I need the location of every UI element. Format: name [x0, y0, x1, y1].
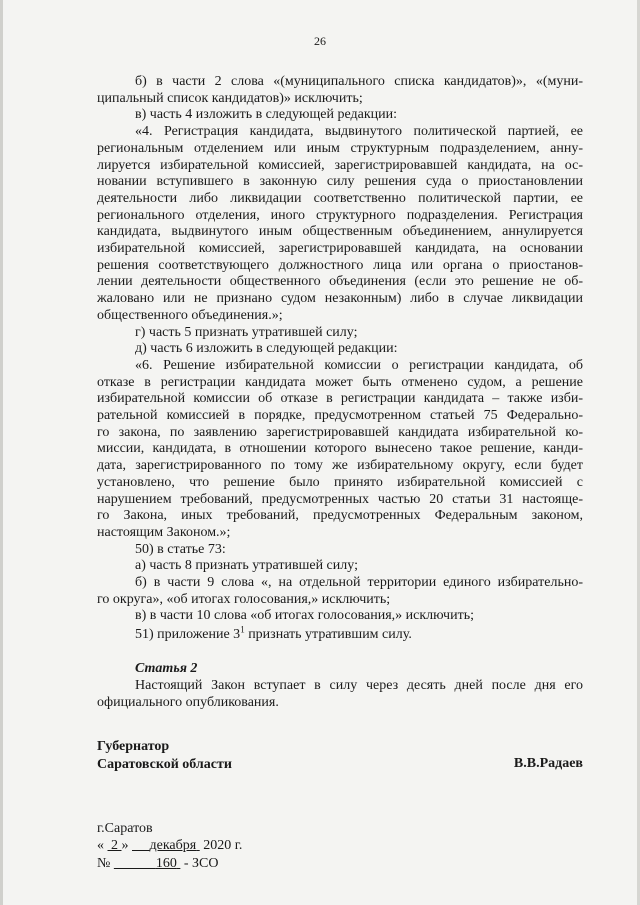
- text-line: деятельности либо ликвидации соответственно политической партии, ее: [97, 190, 583, 206]
- text-line: решения соответствующего должностного лица или органа о приостанов-: [97, 257, 583, 273]
- signature-name: В.В.Радаев: [513, 756, 583, 771]
- scan-edge-left: [0, 0, 3, 905]
- text-line: д) часть 6 изложить в следующей редакции:: [135, 341, 398, 357]
- date-close-quote: »: [121, 838, 129, 853]
- item-51-text-end: признать утратившим силу.: [244, 627, 412, 642]
- text-line: регионального отделения, иного структурного подразделения. Регистрация: [97, 207, 583, 223]
- signature-title-line: Саратовской области: [97, 757, 232, 772]
- city: г.Саратов: [97, 821, 153, 836]
- date-month: [132, 838, 200, 853]
- text-line: 50) в статье 73:: [135, 541, 226, 557]
- date-month-value: декабря: [149, 838, 197, 853]
- text-line: рательной комиссией в порядке, предусмотренном статьей 75 Федерально-: [97, 408, 583, 423]
- text-line: в) в части 10 слова «об итогах голосования,» исключить;: [135, 608, 474, 624]
- text-line: б) в части 9 слова «, на отдельной территории единого избирательно-: [135, 575, 583, 590]
- text-line: «4. Регистрация кандидата, выдвинутого политической партией, ее: [135, 124, 583, 140]
- number-field: [114, 856, 181, 871]
- text-line: отказе в регистрации кандидата может быть отменено судом, а решение: [97, 374, 583, 390]
- text-line: го округа», «об итогах голосования,» исключить;: [97, 591, 391, 607]
- text-line: ципальный список кандидатов)» исключить;: [97, 90, 363, 106]
- text-line: г) часть 5 признать утратившей силу;: [135, 324, 358, 340]
- text-line: б) в части 2 слова «(муниципального списка кандидатов)», «(муни-: [135, 74, 583, 89]
- date-open-quote: «: [97, 838, 104, 853]
- law-number: [97, 855, 218, 873]
- text-line: го Закона, иных требований, предусмотренных Федеральным законом,: [97, 508, 583, 524]
- article-text-line: официального опубликования.: [97, 695, 279, 710]
- article-title: Статья 2: [135, 661, 198, 676]
- text-line: нарушением требований, предусмотренных частью 20 статьи 31 настояще-: [97, 491, 583, 507]
- text-line: установлено, что решение было принято избирательной комиссией с: [97, 474, 583, 490]
- text-line: новании вступившего в законную силу решения суда о приостановлении: [97, 174, 583, 190]
- date-day: [108, 838, 122, 853]
- text-line: избирательной комиссии об отказе в регистрации кандидата – также изби-: [97, 391, 583, 407]
- text-line: жаловано или не признано судом незаконным) либо в случае ликвидации: [97, 291, 583, 307]
- date-day-value: 2: [111, 838, 118, 853]
- text-line: дата, зарегистрированного по тому же избирательному округу, если будет: [97, 458, 583, 474]
- text-line: лируется избирательной комиссией, зарегистрировавшей кандидата, на ос-: [97, 157, 583, 173]
- signing-date: [97, 837, 242, 855]
- text-line: настоящим Законом.»;: [97, 524, 231, 540]
- text-line: го закона, по заявлению зарегистрировавшей кандидата избирательной ко-: [97, 424, 583, 440]
- number-value: 160: [155, 856, 177, 871]
- text-line: а) часть 8 признать утратившей силу;: [135, 558, 358, 574]
- item-51-superscript: 1: [240, 624, 245, 635]
- text-line: избирательной комиссией, зарегистрировавшей кандидата, на основании: [97, 241, 583, 256]
- item-51-text: 51) приложение 3: [135, 627, 241, 642]
- text-line: лении деятельности общественного объединения (если это решение не об-: [97, 274, 583, 290]
- text-line: общественного объединения.»;: [97, 307, 283, 323]
- text-line: региональным отделением или иным структурным подразделением, анну-: [97, 140, 583, 156]
- page-number: 26: [314, 34, 326, 48]
- article-text-line: Настоящий Закон вступает в силу через десять дней после дня его: [135, 678, 583, 693]
- text-line: «6. Решение избирательной комиссии о регистрации кандидата, об: [135, 357, 583, 373]
- number-suffix: - ЗСО: [183, 856, 219, 871]
- date-year: 2020 г.: [203, 838, 243, 853]
- signature-title-line: Губернатор: [97, 739, 170, 754]
- text-line: миссии, кандидата, в отношении которого вынесено такое решение, канди-: [97, 441, 583, 457]
- text-line: кандидата, выдвинутого иным общественным объединением, аннулируется: [97, 224, 583, 240]
- text-line: в) часть 4 изложить в следующей редакции:: [135, 107, 398, 123]
- number-prefix: №: [97, 856, 111, 871]
- item-51: [135, 626, 583, 644]
